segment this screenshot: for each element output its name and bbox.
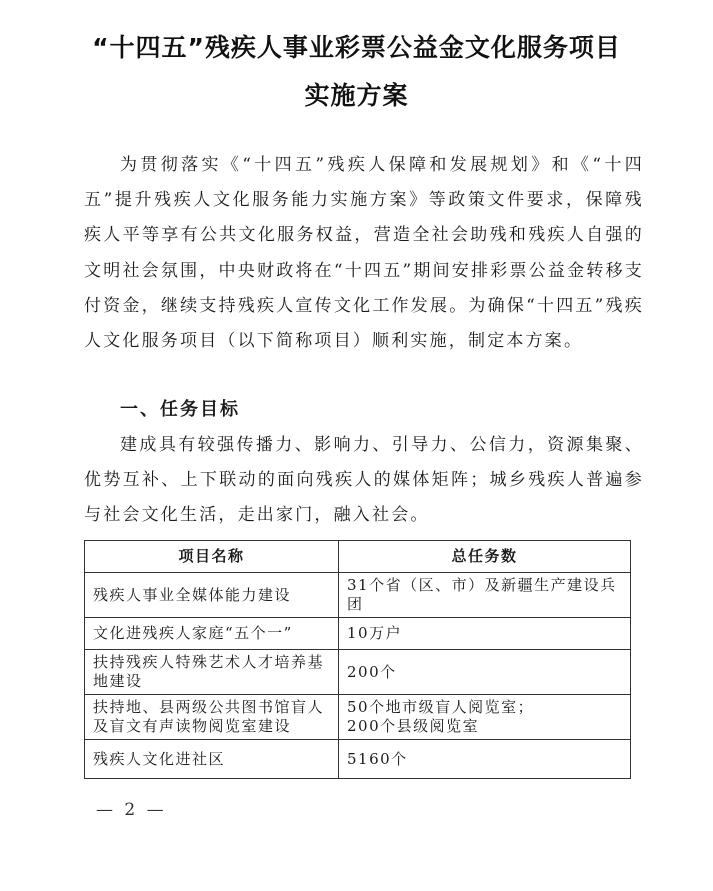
table-row	[85, 695, 631, 740]
intro-paragraph: 为贯彻落实《“十四五”残疾人保障和发展规划》和《“十四五”提升残疾人文化服务能力实施方案》等政策文件要求，保障残疾人平等享有公共文化服务权益，营造全社会助残和残疾人自强的文明社会氛围，中央财政将在“十四五”期间安排彩票公益金转移支付资金，继续支持残疾人宣传文化工作发展。为确保“十四五”残疾人文化服务项目（以下简称项目）顺利实施，制定本方案。	[84, 155, 644, 352]
total-tasks-line-1: 50个地市级盲人阅览室；	[347, 698, 535, 716]
total-tasks-cell: 5160个	[339, 740, 631, 779]
section-heading-task-goals: 一、任务目标	[120, 399, 240, 420]
page-number: — 2 —	[96, 800, 167, 820]
project-name-cell: 扶持地、县两级公共图书馆盲人及盲文有声读物阅览室建设	[85, 695, 339, 740]
table-row	[85, 650, 631, 695]
total-tasks-line-2: 200个县级阅览室	[347, 717, 480, 735]
total-tasks-cell: 31个省（区、市）及新疆生产建设兵团	[339, 573, 631, 618]
column-header-total-tasks: 总任务数	[339, 541, 631, 573]
task-goals-paragraph: 建成具有较强传播力、影响力、引导力、公信力，资源集聚、优势互补、上下联动的面向残疾人的媒体矩阵；城乡残疾人普遍参与社会文化生活，走出家门，融入社会。	[84, 435, 644, 526]
column-header-project-name: 项目名称	[85, 541, 339, 573]
total-tasks-cell: 10万户	[339, 618, 631, 650]
task-table	[84, 540, 631, 779]
project-name-cell: 文化进残疾人家庭“五个一”	[85, 618, 339, 650]
project-name-cell: 残疾人事业全媒体能力建设	[85, 573, 339, 618]
document-title-line-2: 实施方案	[304, 81, 409, 110]
table-row	[85, 573, 631, 618]
document-title-line-1: “十四五”残疾人事业彩票公益金文化服务项目	[92, 33, 621, 62]
table-header-row	[85, 541, 631, 573]
project-name-cell: 扶持残疾人特殊艺术人才培养基地建设	[85, 650, 339, 695]
total-tasks-cell: 200个	[339, 650, 631, 695]
table-row	[85, 618, 631, 650]
project-name-cell: 残疾人文化进社区	[85, 740, 339, 779]
total-tasks-cell	[339, 695, 631, 740]
table-row	[85, 740, 631, 779]
